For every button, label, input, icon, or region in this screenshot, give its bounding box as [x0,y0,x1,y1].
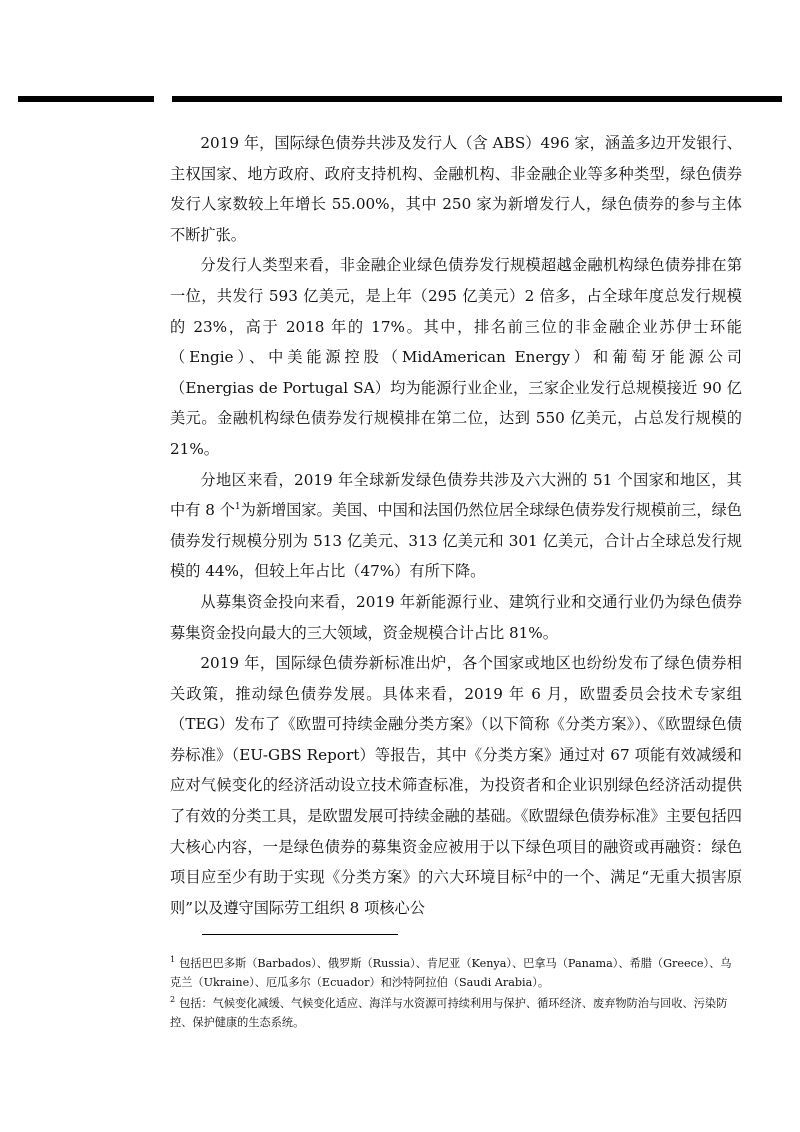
paragraph-text: 分地区来看，2019 年全球新发绿色债券共涉及六大洲的 51 个国家和地区，其中有 8 个 [170,470,742,520]
paragraph-standards [170,648,742,923]
paragraph-issuers: 2019 年，国际绿色债券共涉及发行人（含 ABS）496 家，涵盖多边开发银行、主权国家、地方政府、政府支持机构、金融机构、非金融企业等多种类型，绿色债券发行人家数较上年增长 55.00%，其中 250 家为新增发行人，绿色债券的参与主体不断扩张。 [170,134,742,244]
paragraph-regions [170,465,742,587]
footnote-mark: 2 [170,995,176,1005]
footnote-mark: 1 [170,955,176,965]
footnote-ref-2[interactable]: 2 [526,869,533,880]
footnote-1 [170,954,742,992]
header-rule-right [172,96,782,102]
footnote-text: 包括：气候变化减缓、气候变化适应、海洋与水资源可持续利用与保护、循环经济、废弃物防治与回收、污染防控、保护健康的生态系统。 [170,997,728,1029]
paragraph-text: 中的一个、满足“无重大损害原则”以及遵守国际劳工组织 8 项核心公 [170,868,743,917]
header-rule-left [18,96,154,102]
footnotes [170,954,742,1034]
paragraph-text: 2019 年，国际绿色债券新标准出炉，各个国家或地区也纷纷发布了绿色债券相关政策，推动绿色债券发展。具体来看，2019 年 6 月，欧盟委员会技术专家组（TEG）发布了《欧盟可持续金融分类方案》（以下简称《分类方案》）、《欧盟绿色债券标准》（EU-GBS Report）等报告，其中《分类方案》通过对 67 项能有效减缓和应对气候变化的经济活动设立技术筛查标准，为投资者和企业识别绿色经济活动提供了有效的分类工具，是欧盟发展可持续金融的基础。《欧盟绿色债券标准》主要包括四大核心内容，一是绿色债券的募集资金应被用于以下绿色项目的融资或再融资：绿色项目应至少有助于实现《分类方案》的六大环境目标 [170,654,742,887]
body-text [170,128,742,923]
paragraph-text: 为新增国家。美国、中国和法国仍然位居全球绿色债券发行规模前三，绿色债券发行规模分别为 513 亿美元、313 亿美元和 301 亿美元，合计占全球总发行规模的 44%，但较上年占比（47%）有所下降。 [170,501,742,581]
paragraph-use-of-proceeds: 从募集资金投向来看，2019 年新能源行业、建筑行业和交通行业仍为绿色债券募集资金投向最大的三大领域，资金规模合计占比 81%。 [170,592,742,642]
footnote-separator [202,934,398,935]
footnote-2 [170,994,742,1032]
paragraph-issuer-types: 分发行人类型来看，非金融企业绿色债券发行规模超越金融机构绿色债券排在第一位，共发行 593 亿美元，是上年（295 亿美元）2 倍多，占全球年度总发行规模的 23%，高于 2018 年的 17%。其中，排名前三位的非金融企业苏伊士环能（Engie）、中美能源控股（MidAmerican Energy）和葡萄牙能源公司（Energias de Portugal SA）均为能源行业企业，三家企业发行总规模接近 90 亿美元。金融机构绿色债券发行规模排在第二位，达到 550 亿美元，占总发行规模的 21%。 [170,256,742,458]
footnote-ref-1[interactable]: 1 [234,502,241,513]
footnote-text: 包括巴巴多斯（Barbados）、俄罗斯（Russia）、肯尼亚（Kenya）、巴拿马（Panama）、希腊（Greece）、乌克兰（Ukraine）、厄瓜多尔（Ecuador）和沙特阿拉伯（Saudi Arabia）。 [170,957,732,989]
